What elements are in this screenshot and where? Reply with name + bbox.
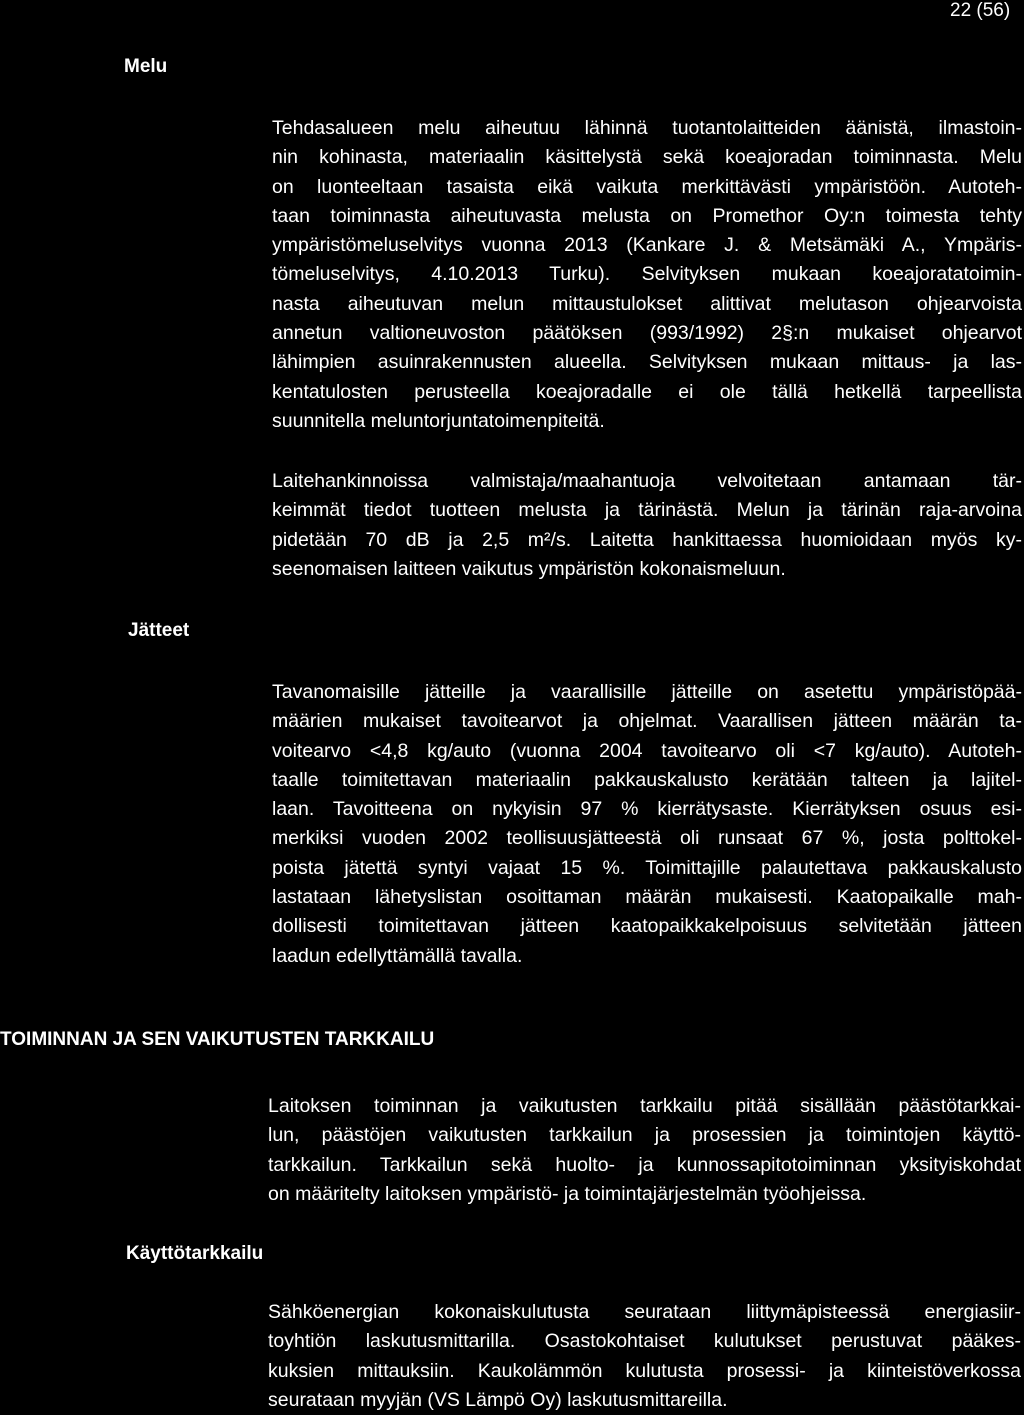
text-line: lun, päästöjen vaikutusten tarkkailun ja prosessien ja toimintojen käyttö- [268,1124,1021,1147]
section-heading-tarkkailu: TOIMINNAN JA SEN VAIKUTUSTEN TARKKAILU [0,1029,435,1050]
text-line: Laitoksen toiminnan ja vaikutusten tarkkailu pitää sisällään päästötarkkai- [268,1095,1021,1117]
text-line: poista jätettä syntyi vajaat 15 %. Toimittajille palautettava pakkauskalusto [272,856,1022,879]
text-line: voitearvo <4,8 kg/auto (vuonna 2004 tavoitearvo oli <7 kg/auto). Autoteh- [272,739,1022,762]
text-line: seurataan myyjän (VS Lämpö Oy) laskutusmittareilla. [268,1388,728,1411]
text-line: toyhtiön laskutusmittarilla. Osastokohtaiset kulutukset perustuvat pääkes- [268,1330,1021,1353]
text-line: pidetään 70 dB ja 2,5 m²/s. Laitetta hankittaessa huomioidaan myös ky- [272,528,1022,551]
section-title-melu: Melu [124,56,168,77]
text-line: on määritelty laitoksen ympäristö- ja toimintajärjestelmän työohjeissa. [268,1182,867,1205]
paragraph-melu-2 [272,467,1022,584]
text-line: kuksien mittauksiin. Kaukolämmön kulutusta prosessi- ja kiinteistöverkossa [268,1359,1021,1382]
text-line: seenomaisen laitteen vaikutus ympäristön kokonaismeluun. [272,557,786,580]
paragraph-melu-1 [272,114,1022,436]
section-title-jatteet: Jätteet [128,620,190,641]
paragraph-jatteet [272,678,1022,971]
section-title-kayttotarkkailu: Käyttötarkkailu [126,1243,264,1264]
text-line: keimmät tiedot tuotteen melusta ja tärinästä. Melun ja tärinän raja-arvoina [272,499,1022,522]
text-line: on luonteeltaan tasaista eikä vaikuta merkittävästi ympäristöön. Autoteh- [272,175,1022,198]
text-line: Sähköenergian kokonaiskulutusta seurataan liittymäpisteessä energiasiir- [268,1301,1021,1323]
paragraph-kayttotarkkailu [268,1298,1021,1415]
text-line: laan. Tavoitteena on nykyisin 97 % kierrätysaste. Kierrätyksen osuus esi- [272,798,1022,821]
text-line: tömeluselvitys, 4.10.2013 Turku). Selvityksen mukaan koeajoratatoimin- [272,263,1022,286]
text-line: nin kohinasta, materiaalin käsittelystä sekä koeajoradan toiminnasta. Melu [272,146,1022,169]
text-line: Laitehankinnoissa valmistaja/maahantuoja velvoitetaan antamaan tär- [272,470,1022,492]
text-line: Tehdasalueen melu aiheutuu lähinnä tuotantolaitteiden äänistä, ilmastoin- [272,117,1022,139]
text-line: määrien mukaiset tavoitearvot ja ohjelmat. Vaarallisen jätteen määrän ta- [272,710,1022,733]
text-line: ympäristömeluselvitys vuonna 2013 (Kankare J. & Metsämäki A., Ympäris- [272,234,1022,257]
text-line: taalle toimitettavan materiaalin pakkauskalusto kerätään talteen ja lajitel- [272,768,1022,791]
text-line: laadun edellyttämällä tavalla. [272,944,523,967]
text-line: merkiksi vuoden 2002 teollisuusjätteestä oli runsaat 67 %, josta polttokel- [272,827,1022,850]
text-line: nasta aiheutuvan melun mittaustulokset alittivat melutason ohjearvoista [272,292,1022,315]
text-line: annetun valtioneuvoston päätöksen (993/1992) 2§:n mukaiset ohjearvot [272,322,1022,345]
text-line: tarkkailun. Tarkkailun sekä huolto- ja kunnossapitotoiminnan yksityiskohdat [268,1153,1021,1176]
text-line: lastataan lähetyslistan osoittaman määrän mukaisesti. Kaatopaikalle mah- [272,886,1022,909]
text-line: dollisesti toimitettavan jätteen kaatopaikkakelpoisuus selvitetään jätteen [272,915,1022,938]
text-line: Tavanomaisille jätteille ja vaarallisille jätteille on asetettu ympäristöpää- [272,681,1022,703]
text-line: kentatulosten perusteella koeajoradalle ei ole tällä hetkellä tarpeellista [272,380,1022,403]
text-line: lähimpien asuinrakennusten alueella. Selvityksen mukaan mittaus- ja las- [272,351,1022,374]
text-line: suunnitella meluntorjuntatoimenpiteitä. [272,409,605,432]
page-number: 22 (56) [950,0,1011,21]
paragraph-tarkkailu-intro [268,1092,1021,1209]
text-line: taan toiminnasta aiheutuvasta melusta on Promethor Oy:n toimesta tehty [272,204,1022,227]
